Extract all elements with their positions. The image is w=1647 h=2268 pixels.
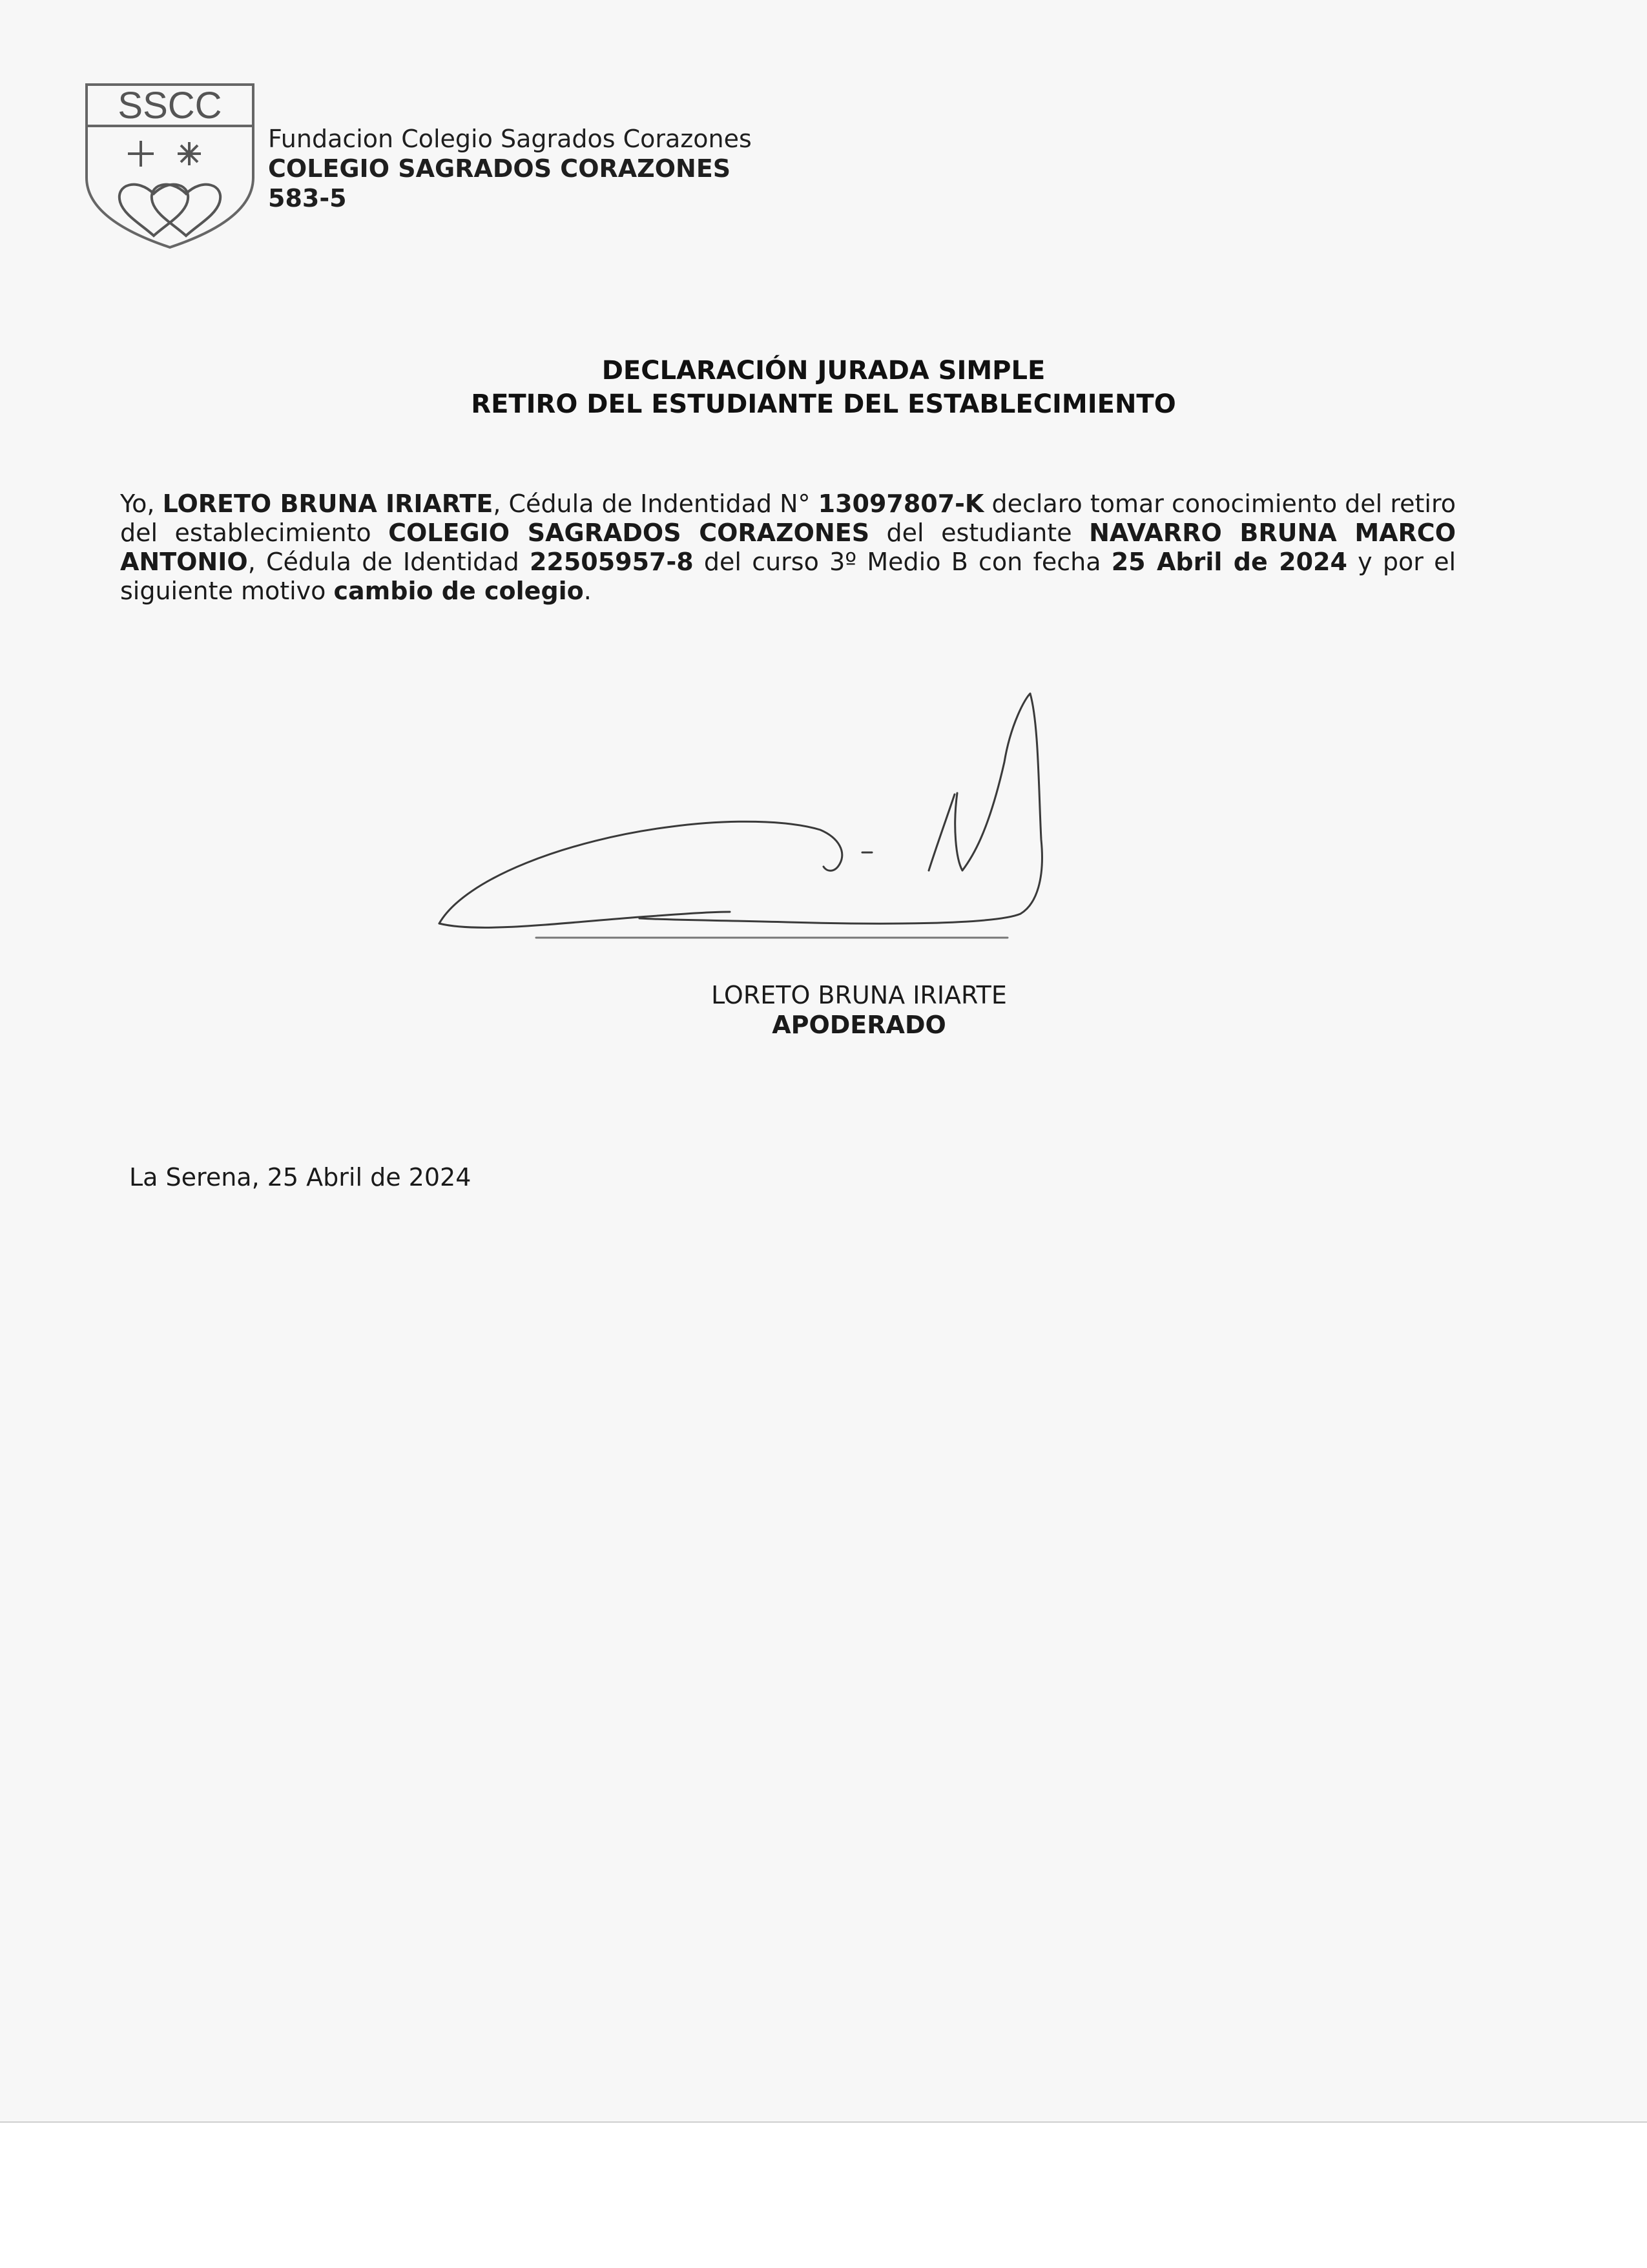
body-text-2: , Cédula de Indentidad N°	[493, 490, 818, 518]
title-line-1: DECLARACIÓN JURADA SIMPLE	[601, 356, 1046, 386]
handwritten-signature	[426, 685, 1059, 949]
logo-text: SSCC	[118, 85, 222, 127]
body-text-1: Yo,	[120, 490, 163, 518]
school-header	[268, 124, 752, 213]
school-logo	[83, 81, 257, 252]
title-line-2: RETIRO DEL ESTUDIANTE DEL ESTABLECIMIENTO	[471, 389, 1176, 419]
document-title	[0, 354, 1647, 421]
body-text-7: y por el siguiente motivo	[120, 548, 1456, 605]
body-text-8: .	[583, 577, 592, 605]
body-text-3: declaro tomar conocimiento del retiro del establecimiento	[120, 490, 1456, 547]
declarant-id: 13097807-K	[818, 490, 984, 518]
signatory-name: LORETO BRUNA IRIARTE	[711, 981, 1007, 1009]
student-id: 22505957-8	[529, 548, 694, 576]
school-name: COLEGIO SAGRADOS CORAZONES	[268, 154, 731, 183]
body-text-4: del estudiante	[869, 519, 1090, 547]
withdrawal-reason: cambio de colegio	[333, 577, 584, 605]
foundation-name: Fundacion Colegio Sagrados Corazones	[268, 125, 752, 153]
school-name-inline: COLEGIO SAGRADOS CORAZONES	[388, 519, 870, 547]
withdrawal-date: 25 Abril de 2024	[1111, 548, 1347, 576]
body-text-6: del curso 3º Medio B con fecha	[693, 548, 1112, 576]
student-name: NAVARRO BRUNA MARCO ANTONIO	[120, 519, 1456, 576]
body-text-5: , Cédula de Identidad	[247, 548, 530, 576]
scan-margin	[0, 2121, 1647, 2268]
declarant-name: LORETO BRUNA IRIARTE	[162, 490, 493, 518]
declaration-paragraph	[120, 490, 1456, 606]
school-code: 583-5	[268, 184, 347, 212]
place-and-date: La Serena, 25 Abril de 2024	[129, 1163, 471, 1191]
signatory-role: APODERADO	[772, 1011, 946, 1039]
signatory-block	[0, 980, 1647, 1040]
